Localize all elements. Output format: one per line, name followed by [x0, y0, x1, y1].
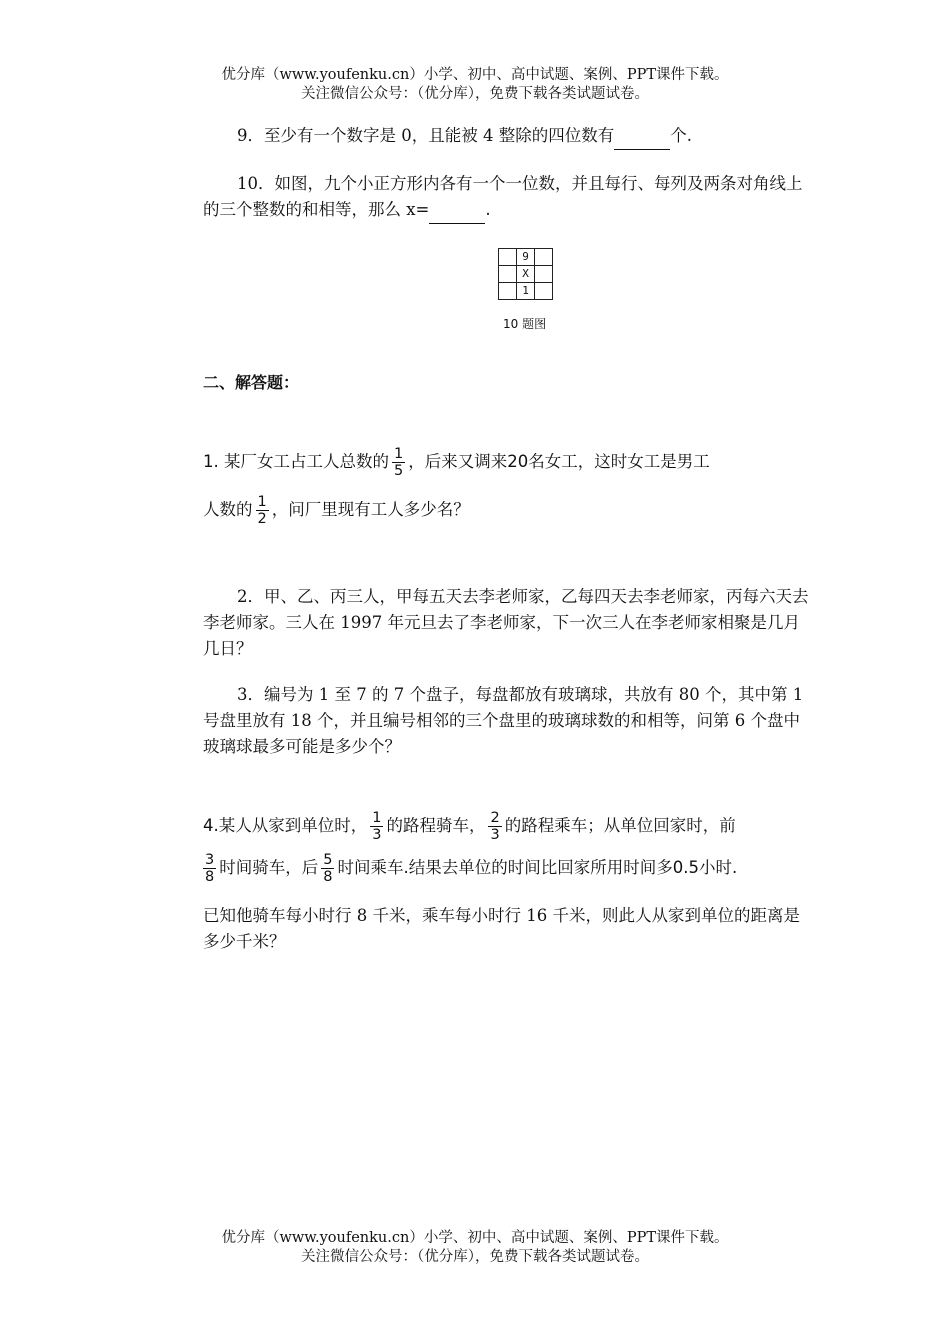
- answer-question-1-line-2: [203, 490, 815, 530]
- answer-question-2: 2．甲、乙、丙三人，甲每五天去李老师家，乙每四天去李老师家，丙每六天去李老师家。三人在 1997 年元旦去了李老师家，下一次三人在李老师家相聚是几月几日？: [203, 587, 809, 658]
- fraction-denominator: 3: [372, 827, 382, 843]
- grid-cell: [499, 249, 517, 266]
- grid-cell: [535, 283, 553, 300]
- grid-cell: [499, 266, 517, 283]
- fraction-denominator: 2: [257, 511, 267, 527]
- q1-text-b: ，后来又调来20名女工，这时女工是男工: [408, 452, 710, 471]
- footer-line-2: 关注微信公众号：（优分库），免费下载各类试题试卷。: [301, 1249, 649, 1265]
- fraction-denominator: 8: [323, 869, 333, 885]
- fraction-numerator: 1: [257, 494, 267, 510]
- fraction-numerator: 3: [205, 852, 215, 868]
- q4-text-d: 时间骑车，后: [219, 858, 319, 877]
- answer-question-4-line-1: [203, 806, 815, 846]
- answer-question-4: [203, 806, 815, 888]
- question-10-suffix: .: [485, 200, 491, 219]
- grid-cell: 1: [517, 283, 535, 300]
- fraction-numerator: 1: [394, 446, 404, 462]
- fraction-numerator: 2: [490, 810, 500, 826]
- fraction: [370, 810, 383, 843]
- magic-square-grid: [498, 248, 553, 300]
- fraction: [488, 810, 501, 843]
- grid-cell: 9: [517, 249, 535, 266]
- question-10: [203, 171, 815, 224]
- question-9-blank[interactable]: [614, 123, 670, 150]
- page-footer: [0, 1229, 950, 1267]
- q1-text-a: 1. 某厂女工占工人总数的: [203, 452, 389, 471]
- answer-question-4-continued: 已知他骑车每小时行 8 千米，乘车每小时行 16 千米，则此人从家到单位的距离是多少千米？: [203, 906, 800, 951]
- fraction: [392, 446, 405, 479]
- grid-row: [499, 266, 553, 283]
- fraction-numerator: 1: [372, 810, 382, 826]
- magic-square-figure: [498, 248, 553, 300]
- header-line-1: 优分库（www.youfenku.cn）小学、初中、高中试题、案例、PPT课件下载。: [221, 67, 729, 83]
- page-header: [0, 66, 950, 104]
- q1-text-c: 人数的: [203, 500, 253, 519]
- grid-cell: [499, 283, 517, 300]
- fraction-denominator: 5: [394, 463, 404, 479]
- header-line-2: 关注微信公众号：（优分库），免费下载各类试题试卷。: [301, 86, 649, 102]
- q4-text-a: 4.某人从家到单位时，: [203, 816, 368, 835]
- question-9: [203, 123, 815, 150]
- fraction-denominator: 3: [490, 827, 500, 843]
- fraction: [203, 852, 216, 885]
- answer-question-1: [203, 442, 815, 530]
- fraction-numerator: 5: [323, 852, 333, 868]
- question-9-text: 9．至少有一个数字是 0，且能被 4 整除的四位数有: [237, 126, 615, 145]
- fraction-denominator: 8: [205, 869, 215, 885]
- q1-text-d: ，问厂里现有工人多少名？: [271, 500, 470, 519]
- grid-cell: [535, 266, 553, 283]
- answer-question-3: 3．编号为 1 至 7 的 7 个盘子，每盘都放有玻璃球，共放有 80 个，其中第 1 号盘里放有 18 个，并且编号相邻的三个盘里的玻璃球数的和相等，问第 6 个盘中玻璃球最多可能是多少个？: [203, 685, 804, 756]
- q4-text-e: 时间乘车.结果去单位的时间比回家所用时间多0.5小时.: [337, 858, 738, 877]
- question-10-text: 10．如图，九个小正方形内各有一个一位数，并且每行、每列及两条对角线上的三个整数的和相等，那么 x=: [203, 174, 803, 219]
- grid-cell: [535, 249, 553, 266]
- grid-row: [499, 283, 553, 300]
- fraction: [256, 494, 269, 527]
- footer-line-1: 优分库（www.youfenku.cn）小学、初中、高中试题、案例、PPT课件下载。: [221, 1230, 729, 1246]
- answer-question-1-line-1: [203, 442, 815, 482]
- q4-text-b: 的路程骑车，: [386, 816, 486, 835]
- question-9-suffix: 个.: [670, 126, 692, 145]
- answer-question-4-line-2: [203, 848, 815, 888]
- section-title: 二、解答题：: [203, 373, 300, 392]
- question-10-blank[interactable]: [429, 197, 485, 224]
- grid-row: [499, 249, 553, 266]
- fraction: [321, 852, 334, 885]
- grid-cell: X: [517, 266, 535, 283]
- q4-text-c: 的路程乘车；从单位回家时，前: [504, 816, 736, 835]
- figure-caption: 10 题图: [503, 317, 547, 331]
